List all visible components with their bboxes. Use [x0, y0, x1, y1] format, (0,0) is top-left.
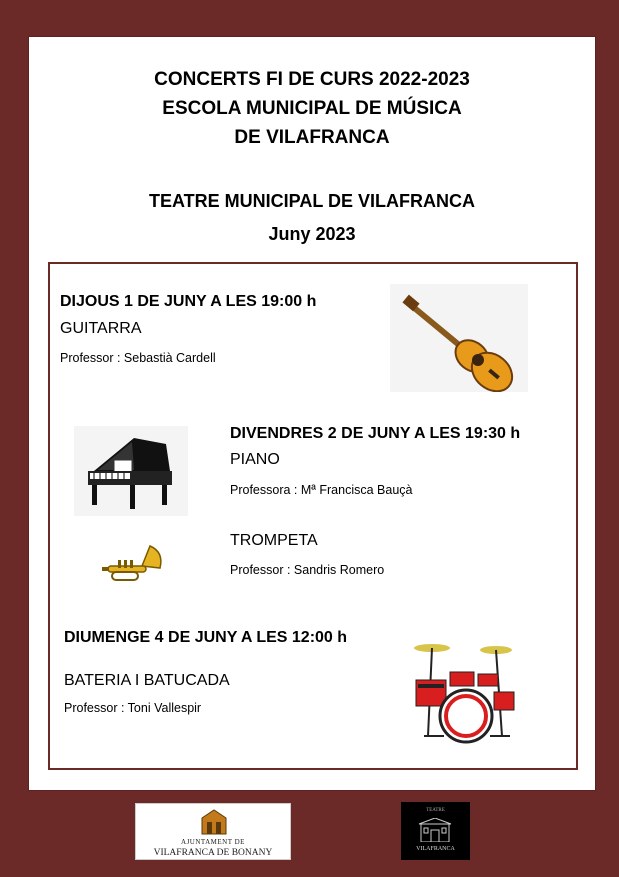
title-line-2: ESCOLA MUNICIPAL DE MÚSICA	[162, 98, 462, 119]
ajuntament-line-2: VILAFRANCA DE BONANY	[153, 848, 273, 858]
event-date: DIUMENGE 4 DE JUNY A LES 12:00 h	[64, 629, 348, 646]
drum-kit-icon	[398, 636, 528, 748]
event-date: DIJOUS 1 DE JUNY A LES 19:00 h	[60, 293, 317, 310]
trumpet-icon	[98, 538, 168, 588]
event-instrument: TROMPETA	[230, 532, 318, 549]
theatre-building-icon	[415, 818, 455, 842]
event-teacher: Professor : Sebastià Cardell	[60, 351, 216, 365]
event-instrument: BATERIA I BATUCADA	[64, 672, 230, 689]
guitar-icon	[390, 284, 528, 392]
event-teacher: Professora : Mª Francisca Bauçà	[230, 483, 413, 497]
title-line-3: DE VILAFRANCA	[234, 127, 390, 148]
venue-title: TEATRE MUNICIPAL DE VILAFRANCA	[149, 191, 475, 211]
coat-of-arms-icon	[199, 808, 229, 836]
ajuntament-line-1: AJUNTAMENT DE	[181, 838, 245, 846]
piano-icon	[74, 426, 188, 516]
events-box	[48, 262, 578, 770]
ajuntament-logo	[135, 803, 291, 860]
poster-title	[29, 65, 595, 152]
teatre-logo-bottom: VILAFRANCA	[416, 846, 455, 852]
title-line-1: CONCERTS FI DE CURS 2022-2023	[154, 69, 470, 90]
poster	[28, 36, 596, 791]
teatre-logo	[401, 802, 470, 860]
event-instrument: GUITARRA	[60, 320, 142, 337]
month-title: Juny 2023	[268, 224, 356, 244]
event-teacher: Professor : Sandris Romero	[230, 563, 385, 577]
event-date: DIVENDRES 2 DE JUNY A LES 19:30 h	[230, 425, 521, 442]
footer-logos	[0, 800, 619, 877]
event-instrument: PIANO	[230, 451, 280, 468]
event-teacher: Professor : Toni Vallespir	[64, 701, 202, 715]
teatre-logo-top: TEATRE	[426, 808, 445, 813]
